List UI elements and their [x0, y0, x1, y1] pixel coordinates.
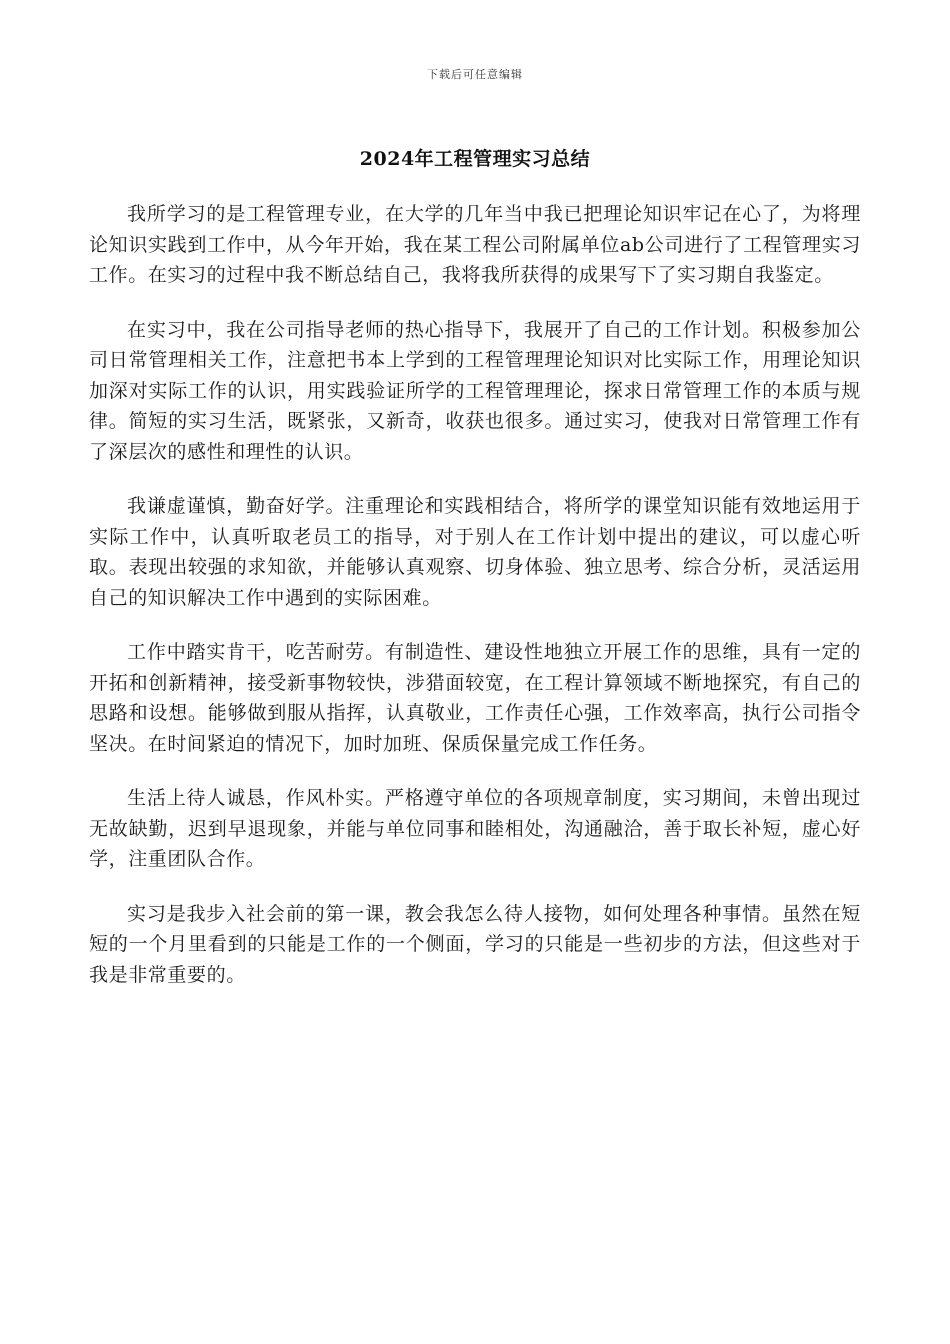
paragraph-1: 我所学习的是工程管理专业，在大学的几年当中我已把理论知识牢记在心了，为将理论知识实践到工作中，从今年开始，我在某工程公司附属单位ab公司进行了工程管理实习工作。在实习的过程中我不断总结自己，我将我所获得的成果写下了实习期自我鉴定。 [89, 203, 861, 286]
header-note: 下载后可任意编辑 [427, 68, 523, 81]
paragraph-4: 工作中踏实肯干，吃苦耐劳。有制造性、建设性地独立开展工作的思维，具有一定的开拓和创新精神，接受新事物较快，涉猎面较宽，在工程计算领域不断地探究，有自己的思路和设想。能够做到服从指挥，认真敬业，工作责任心强，工作效率高，执行公司指令坚决。在时间紧迫的情况下，加时加班、保质保量完成工作任务。 [89, 641, 861, 755]
page-title: 2024年工程管理实习总结 [359, 148, 591, 170]
document-body [89, 199, 861, 1014]
paragraph-6: 实习是我步入社会前的第一课，教会我怎么待人接物，如何处理各种事情。虽然在短短的一个月里看到的只能是工作的一个侧面，学习的只能是一些初步的方法，但这些对于我是非常重要的。 [89, 902, 861, 986]
paragraph-3: 我谦虚谨慎，勤奋好学。注重理论和实践相结合，将所学的课堂知识能有效地运用于实际工作中，认真听取老员工的指导，对于别人在工作计划中提出的建议，可以虚心听取。表现出较强的求知欲，并能够认真观察、切身体验、独立思考、综合分析，灵活运用自己的知识解决工作中遇到的实际困难。 [89, 495, 861, 609]
paragraph-2: 在实习中，我在公司指导老师的热心指导下，我展开了自己的工作计划。积极参加公司日常管理相关工作，注意把书本上学到的工程管理理论知识对比实际工作，用理论知识加深对实际工作的认识，用实践验证所学的工程管理理论，探求日常管理工作的本质与规律。简短的实习生活，既紧张，又新奇，收获也很多。通过实习，使我对日常管理工作有了深层次的感性和理性的认识。 [89, 318, 861, 463]
paragraph-5: 生活上待人诚恳，作风朴实。严格遵守单位的各项规章制度，实习期间，未曾出现过无故缺勤，迟到早退现象，并能与单位同事和睦相处，沟通融洽，善于取长补短，虚心好学，注重团队合作。 [89, 787, 861, 870]
